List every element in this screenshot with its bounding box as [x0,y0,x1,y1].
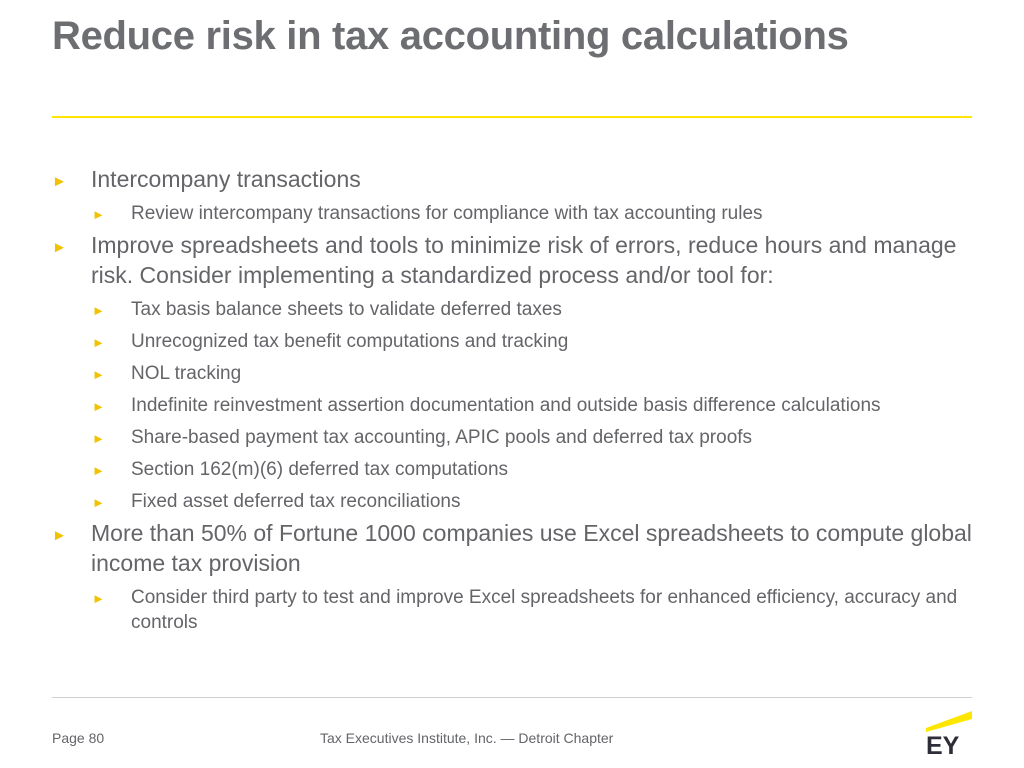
sub-bullet-item [52,393,972,418]
sub-bullet-text: Unrecognized tax benefit computations and tracking [131,331,569,352]
bullet-item [52,164,972,194]
bullet-text: Improve spreadsheets and tools to minimize risk of errors, reduce hours and manage risk. Consider implementing a standardized process and/or tool for: [91,232,957,288]
sub-bullet-text: Consider third party to test and improve Excel spreadsheets for enhanced efficiency, accuracy and controls [131,587,958,633]
slide-title: Reduce risk in tax accounting calculations [52,14,849,58]
sub-bullet-text: Review intercompany transactions for compliance with tax accounting rules [131,203,763,224]
bullet-arrow-icon: ► [52,239,67,256]
bullet-arrow-icon: ► [92,495,105,510]
ey-logo-icon [920,706,976,756]
sub-bullet-item [52,297,972,322]
footer-divider [52,697,972,698]
ey-logo-text: EY [926,732,960,756]
bullet-item [52,230,972,290]
bullet-arrow-icon: ► [92,463,105,478]
sub-bullet-item [52,425,972,450]
footer-organization: Tax Executives Institute, Inc. — Detroit Chapter [320,730,614,746]
bullet-arrow-icon: ► [52,527,67,544]
bullet-arrow-icon: ► [92,335,105,350]
sub-bullet-text: Section 162(m)(6) deferred tax computations [131,459,509,480]
sub-bullet-item [52,361,972,386]
bullet-arrow-icon: ► [92,303,105,318]
bullet-arrow-icon: ► [92,591,105,606]
ey-logo-beam [926,711,972,732]
bullet-arrow-icon: ► [92,367,105,382]
sub-bullet-item [52,329,972,354]
sub-bullet-item [52,457,972,482]
bullet-item [52,518,972,578]
sub-bullet-item [52,201,972,226]
bullet-arrow-icon: ► [92,431,105,446]
title-divider [52,116,972,118]
sub-bullet-item [52,585,972,635]
bullet-list [52,160,972,635]
sub-bullet-text: Indefinite reinvestment assertion documentation and outside basis difference calculations [131,395,881,416]
sub-bullet-text: NOL tracking [131,363,242,384]
bullet-arrow-icon: ► [92,399,105,414]
page-number: Page 80 [52,730,105,746]
bullet-arrow-icon: ► [92,207,105,222]
bullet-arrow-icon: ► [52,173,67,190]
sub-bullet-item [52,489,972,514]
sub-bullet-text: Share-based payment tax accounting, APIC pools and deferred tax proofs [131,427,753,448]
sub-bullet-text: Fixed asset deferred tax reconciliations [131,491,461,512]
bullet-text: More than 50% of Fortune 1000 companies use Excel spreadsheets to compute global income tax provision [91,520,972,576]
bullet-text: Intercompany transactions [91,166,361,192]
sub-bullet-text: Tax basis balance sheets to validate deferred taxes [131,299,562,320]
